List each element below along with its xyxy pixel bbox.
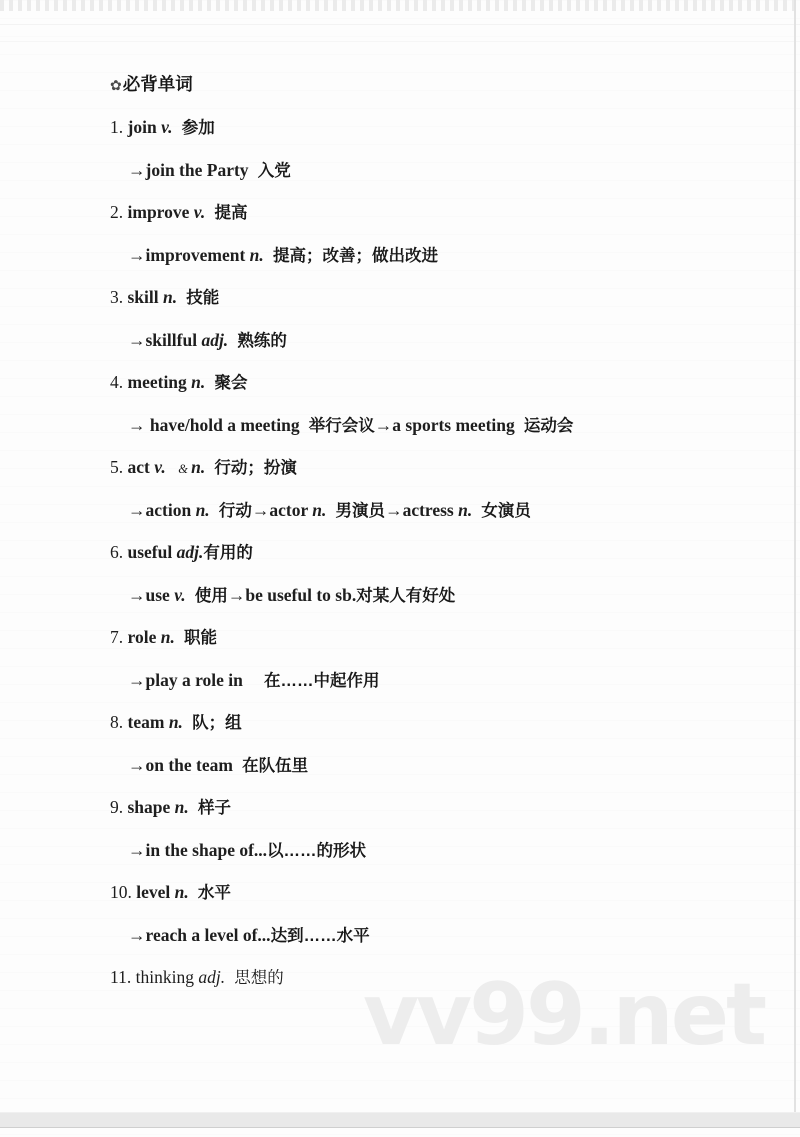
text-segment: →use xyxy=(128,584,175,605)
text-segment: 举行会议 xyxy=(299,416,375,435)
text-segment: n. xyxy=(312,499,327,520)
text-segment: 样子 xyxy=(188,799,231,817)
text-segment: n. xyxy=(163,287,178,307)
text-segment: improve xyxy=(127,202,194,222)
text-segment: 5. xyxy=(110,457,128,477)
entry-sub-line xyxy=(110,489,800,532)
text-segment: 熟练的 xyxy=(228,331,287,350)
entry-sub-line xyxy=(110,574,800,617)
text-segment: 行动 xyxy=(209,501,252,520)
text-segment: role xyxy=(127,627,161,647)
text-segment: 9. xyxy=(110,797,128,817)
entry-head-line xyxy=(110,871,800,914)
text-segment: 1. xyxy=(110,117,128,137)
text-segment: n. xyxy=(249,244,264,265)
text-segment: →join the Party xyxy=(128,159,249,180)
text-segment: 水平 xyxy=(188,884,231,902)
text-segment: 男演员 xyxy=(326,501,386,520)
entry-sub-line xyxy=(110,659,800,702)
entry-sub-line xyxy=(110,404,800,447)
text-segment: n. xyxy=(174,882,189,902)
text-segment: 使用 xyxy=(185,586,228,605)
text-segment: 10. xyxy=(110,882,137,902)
text-segment: v. xyxy=(193,202,206,222)
text-segment: shape xyxy=(127,797,175,817)
text-segment: act xyxy=(127,457,155,477)
text-segment: →reach a level of... xyxy=(128,924,271,945)
entry-head-line xyxy=(110,786,800,829)
entry-head-line xyxy=(110,446,800,489)
text-segment: →play a role in xyxy=(128,669,243,690)
text-segment: meeting xyxy=(127,372,192,392)
text-segment: 2. xyxy=(110,202,128,222)
page-break-band xyxy=(0,1112,800,1128)
text-segment: & xyxy=(165,462,192,476)
text-segment: →on the team xyxy=(128,754,233,775)
entry-head-line xyxy=(110,191,800,234)
entry-head-line xyxy=(110,616,800,659)
text-segment: v. xyxy=(174,584,186,605)
text-segment: level xyxy=(136,882,175,902)
text-segment: n. xyxy=(174,797,189,817)
entry-head-line xyxy=(110,106,800,149)
entry-sub-line xyxy=(110,149,800,192)
text-segment: n. xyxy=(195,499,210,520)
text-segment: → have/hold a meeting xyxy=(128,414,300,435)
text-segment: 女演员 xyxy=(472,501,531,520)
entry-sub-line xyxy=(110,914,800,957)
text-segment: 队；组 xyxy=(182,714,242,732)
text-segment: 职能 xyxy=(174,629,217,647)
entry-sub-line xyxy=(110,234,800,277)
text-segment: n. xyxy=(458,499,473,520)
text-segment: 提高 xyxy=(205,204,248,222)
text-segment: 技能 xyxy=(177,289,220,307)
text-segment: 聚会 xyxy=(205,374,248,392)
text-segment: 4. xyxy=(110,372,128,392)
text-segment: 7. xyxy=(110,627,128,647)
text-segment: 达到……水平 xyxy=(270,926,370,945)
text-segment: n. xyxy=(160,627,175,647)
text-segment: 参加 xyxy=(172,119,215,137)
text-segment: adj. xyxy=(201,329,229,350)
text-segment: v. xyxy=(154,457,166,477)
text-segment: skill xyxy=(127,287,164,307)
text-segment: adj. xyxy=(198,967,226,987)
section-title: 必背单词 xyxy=(122,74,193,94)
text-segment: 运动会 xyxy=(514,416,574,435)
text-segment: →be useful to sb. xyxy=(227,584,357,605)
text-segment: 行动；扮演 xyxy=(205,459,297,477)
text-segment: 对某人有好处 xyxy=(356,586,456,605)
text-segment: 6. xyxy=(110,542,128,562)
text-segment: adj. xyxy=(176,542,204,562)
entry-sub-line xyxy=(110,829,800,872)
text-segment: team xyxy=(127,712,169,732)
text-segment: →a sports meeting xyxy=(374,414,515,435)
text-segment: 以……的形状 xyxy=(267,841,367,860)
vocabulary-list xyxy=(110,106,800,999)
text-segment: 思想的 xyxy=(225,969,284,987)
text-segment: useful xyxy=(127,542,177,562)
text-segment: 8. xyxy=(110,712,128,732)
text-segment: 入党 xyxy=(248,161,291,180)
text-segment: 在队伍里 xyxy=(232,756,309,775)
text-segment: n. xyxy=(191,457,206,477)
entry-sub-line xyxy=(110,319,800,362)
entry-head-line xyxy=(110,531,800,574)
text-segment: n. xyxy=(191,372,206,392)
text-segment: 11. xyxy=(110,967,136,987)
text-segment: →in the shape of... xyxy=(128,839,268,860)
text-segment: →actor xyxy=(251,499,313,520)
text-segment: →action xyxy=(128,499,196,520)
text-segment: 3. xyxy=(110,287,128,307)
text-segment: thinking xyxy=(135,967,199,987)
entry-head-line xyxy=(110,701,800,744)
text-segment: v. xyxy=(161,117,173,137)
text-segment: join xyxy=(127,117,162,137)
text-segment: →skillful xyxy=(128,329,202,350)
text-segment: 有用的 xyxy=(203,544,253,562)
entry-sub-line xyxy=(110,744,800,787)
text-segment: 在……中起作用 xyxy=(242,671,380,690)
section-header xyxy=(110,66,800,102)
entry-head-line xyxy=(110,276,800,319)
watermark: vv99.net xyxy=(363,965,765,1065)
text-segment: →actress xyxy=(385,499,459,520)
entry-head-line xyxy=(110,361,800,404)
entry-head-line xyxy=(110,956,800,999)
text-segment: 提高；改善；做出改进 xyxy=(263,246,438,265)
florette-icon: ✿ xyxy=(110,78,122,94)
text-segment: n. xyxy=(168,712,183,732)
text-segment: →improvement xyxy=(128,244,250,265)
